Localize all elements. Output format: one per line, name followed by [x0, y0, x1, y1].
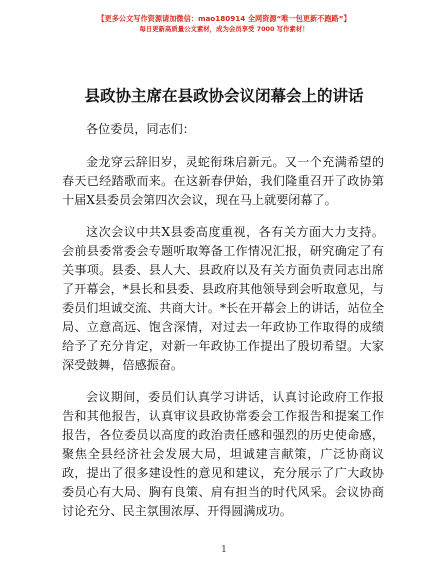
- promo-banner-line-1: 【更多公文写作资源请加微信：mao180914 全网资源“唯一包更新不跑路”】: [97, 14, 351, 23]
- promo-banner: [0, 14, 448, 34]
- paragraph-3: 会议期间，委员们认真学习讲话，认真讨论政府工作报告和其他报告，认真审议县政协常委会工作报告和提案工作报告，各位委员以高度的政治责任感和强烈的历史使命感，聚焦全县经济社会发展大局，坦诚建言献策，广泛协商议政，提出了很多建设性的意见和建议，充分展示了广大政协委员心有大局、胸有良策、肩有担当的时代风采。会议协商讨论充分、民主氛围浓厚、开得圆满成功。: [62, 390, 384, 518]
- paragraph-2: 这次会议中共X县委高度重视，各有关方面大力支持。会前县委常委会专题听取筹备工作情况汇报，研究确定了有关事项。县委、县人大、县政府以及有关方面负责同志出席了开幕会，*县长和县委、县政府其他领导到会听取意见，与委员们坦诚交流、共商大计。*长在开幕会上的讲话，站位全局、立意高远、饱含深情，对过去一年政协工作取得的成绩给予了充分肯定，对新一年政协工作提出了殷切希望。大家深受鼓舞，倍感振奋。: [62, 225, 384, 372]
- salutation: 各位委员，同志们：: [86, 122, 195, 136]
- paragraph-1: 金龙穿云辞旧岁，灵蛇衔珠启新元。又一个充满希望的春天已经踏歌而来。在这新春伊始，我们隆重召开了政协第十届X县委员会第四次会议，现在马上就要闭幕了。: [62, 155, 384, 207]
- page-number: 1: [221, 545, 227, 555]
- document-body: [62, 120, 384, 534]
- promo-banner-line-2: 每日更新高质量公文素材，成为会员享受 7000 写作素材！: [139, 25, 309, 33]
- document-title: 县政协主席在县政协会议闭幕会上的讲话: [84, 86, 364, 105]
